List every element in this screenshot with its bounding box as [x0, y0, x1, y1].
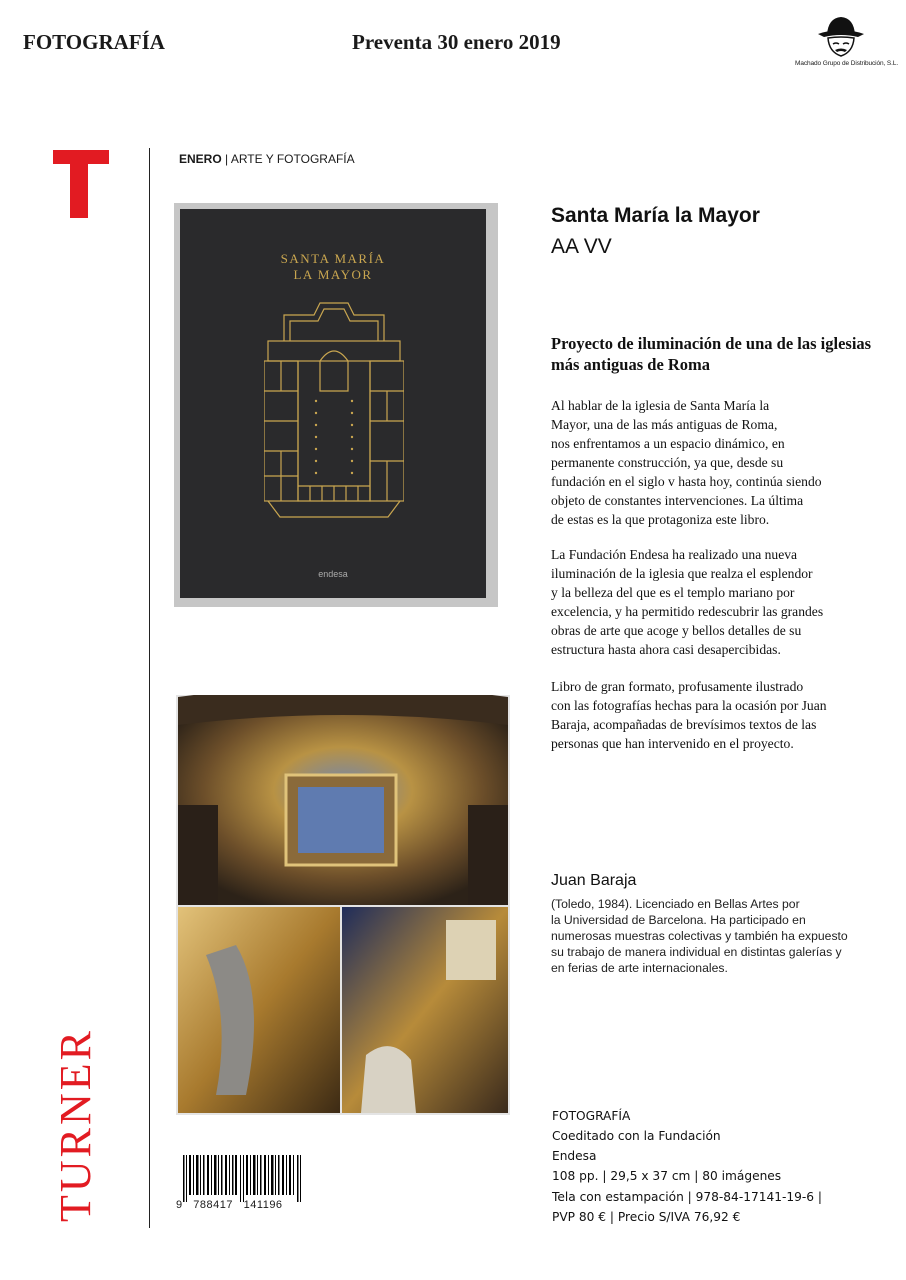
- photographer-bio: (Toledo, 1984). Licenciado en Bellas Artes por la Universidad de Barcelona. Ha participado en numerosas muestras colectivas y también ha expuesto su trabajo de manera individual en distintas galerías y en ferias de arte internacionales.: [551, 897, 848, 975]
- spec-binding-price: Tela con estampación | 978-84-17141-19-6 | PVP 80 € | Precio S/IVA 76,92 €: [552, 1190, 823, 1224]
- book-subtitle: Proyecto de iluminación de una de las iglesias más antiguas de Roma: [551, 334, 872, 374]
- catalog-separator: |: [221, 152, 231, 166]
- description-paragraph-1: Al hablar de la iglesia de Santa María la Mayor, una de las más antiguas de Roma, nos enfrentamos a un espacio dinámico, en permanente construcción, ya que, desde su fundación en el siglo v hasta hoy, continúa siendo objeto de constantes intervenciones. La última de estas es la que protagoniza este libro.: [551, 398, 822, 527]
- description-paragraph-2: La Fundación Endesa ha realizado una nueva iluminación de la iglesia que realza el esplendor y la belleza del que es el templo mariano por excelencia, y ha permitido redescubrir las grandes obras de arte que acoge y bellos detalles de su estructura hasta ahora casi desapercibidas.: [551, 547, 824, 657]
- publisher-name: TURNER: [51, 1028, 100, 1222]
- book-title: Santa María la Mayor: [551, 204, 760, 227]
- church-floorplan-icon: [264, 301, 404, 521]
- book-cover: [174, 203, 498, 607]
- cover-front: [180, 209, 486, 598]
- turner-t-logo-stem: [70, 150, 88, 218]
- catalog-section: [179, 152, 355, 166]
- photo-collage: [176, 695, 510, 1115]
- cover-title-line1: SANTA MARÍA: [280, 251, 386, 266]
- presale-date: Preventa 30 enero 2019: [352, 30, 561, 54]
- interior-photos: [176, 695, 510, 1115]
- barcode-number: 9 788417 141196: [176, 1199, 283, 1211]
- catalog-month: ENERO: [179, 152, 222, 166]
- catalog-section-name: ARTE Y FOTOGRAFÍA: [230, 152, 355, 166]
- cover-title-line2: LA MAYOR: [293, 267, 373, 282]
- distributor-name: Machado Grupo de Distribución, S.L.: [795, 60, 899, 67]
- description-paragraph-3: Libro de gran formato, profusamente ilustrado con las fotografías hechas para la ocasión por Juan Baraja, acompañadas de brevísimos textos de las personas que han intervenido en el proyecto.: [551, 679, 827, 751]
- spec-coedition: Coeditado con la Fundación Endesa: [552, 1129, 721, 1163]
- distributor-logo: [812, 14, 870, 60]
- cover-title: [180, 251, 486, 283]
- barcode-icon: [183, 1155, 301, 1202]
- book-author: AA VV: [551, 235, 612, 258]
- spec-format: 108 pp. | 29,5 x 37 cm | 80 imágenes: [552, 1169, 782, 1183]
- header-category: FOTOGRAFÍA: [23, 30, 165, 54]
- vertical-divider: [149, 148, 150, 1228]
- photographer-name: Juan Baraja: [551, 872, 637, 889]
- cover-brand: endesa: [318, 569, 348, 579]
- spec-collection: FOTOGRAFÍA: [552, 1109, 631, 1123]
